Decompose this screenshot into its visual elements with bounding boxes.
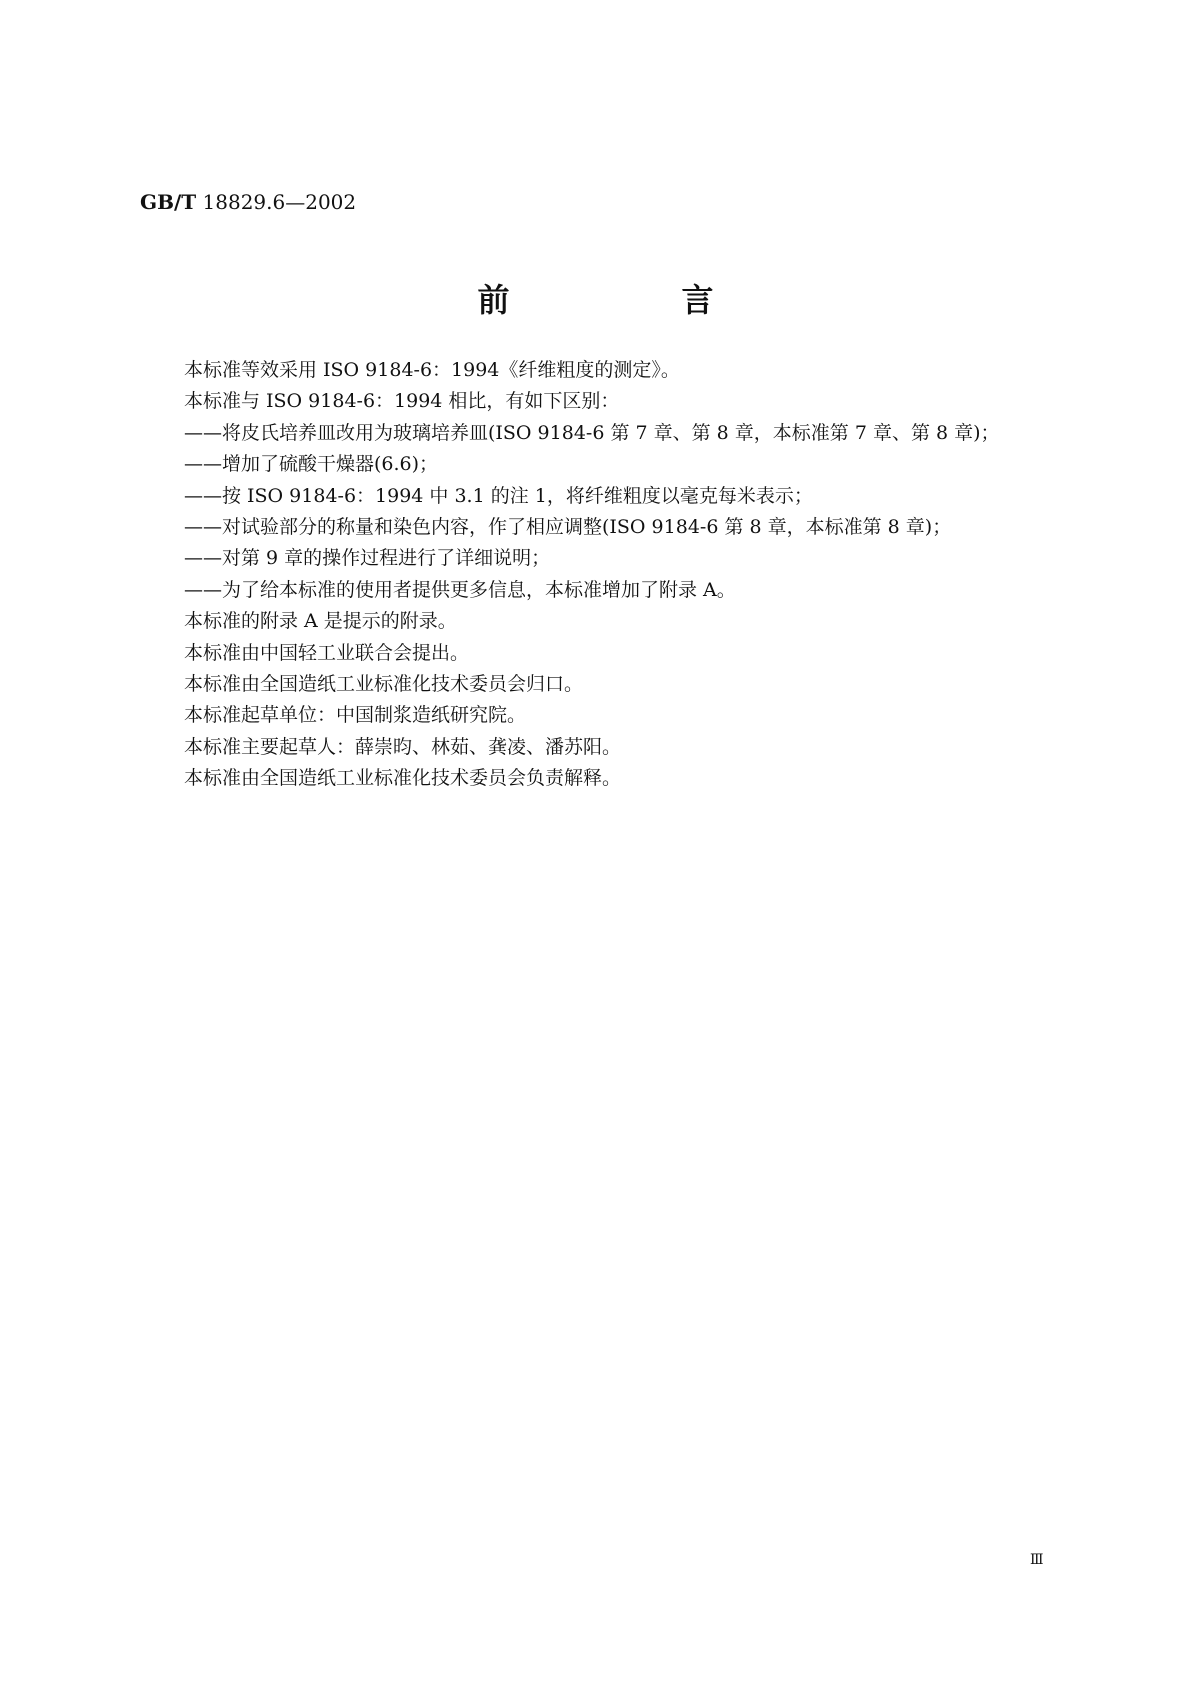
paragraph: 本标准由中国轻工业联合会提出。 xyxy=(184,641,470,664)
paragraph: 本标准起草单位：中国制浆造纸研究院。 xyxy=(184,704,527,727)
paragraph: 本标准与 ISO 9184-6：1994 相比，有如下区别： xyxy=(184,390,620,413)
standard-number xyxy=(140,190,356,214)
paragraph: 本标准主要起草人：薛崇昀、林茹、龚凌、潘苏阳。 xyxy=(184,735,622,758)
standard-code: 18829.6—2002 xyxy=(202,190,357,214)
list-item: ——将皮氏培养皿改用为玻璃培养皿(ISO 9184-6 第 7 章、第 8 章，本标准第 7 章、第 8 章)； xyxy=(184,421,1000,444)
foreword-body xyxy=(184,355,1044,794)
list-item: ——对试验部分的称量和染色内容，作了相应调整(ISO 9184-6 第 8 章，本标准第 8 章)； xyxy=(184,515,952,538)
list-item: ——为了给本标准的使用者提供更多信息，本标准增加了附录 A。 xyxy=(184,578,736,601)
paragraph: 本标准由全国造纸工业标准化技术委员会负责解释。 xyxy=(184,767,622,790)
paragraph: 本标准等效采用 ISO 9184-6：1994《纤维粗度的测定》。 xyxy=(184,359,680,381)
list-item: ——对第 9 章的操作过程进行了详细说明； xyxy=(184,547,551,570)
list-item: ——增加了硫酸干燥器(6.6)； xyxy=(184,453,439,476)
paragraph: 本标准由全国造纸工业标准化技术委员会归口。 xyxy=(184,672,584,695)
paragraph: 本标准的附录 A 是提示的附录。 xyxy=(184,610,457,633)
list-item: ——按 ISO 9184-6：1994 中 3.1 的注 1，将纤维粗度以毫克每米表示； xyxy=(184,484,813,507)
page-number: Ⅲ xyxy=(1030,1552,1044,1568)
standard-prefix: GB/T xyxy=(140,190,197,214)
page-title: 前 言 xyxy=(477,281,784,319)
